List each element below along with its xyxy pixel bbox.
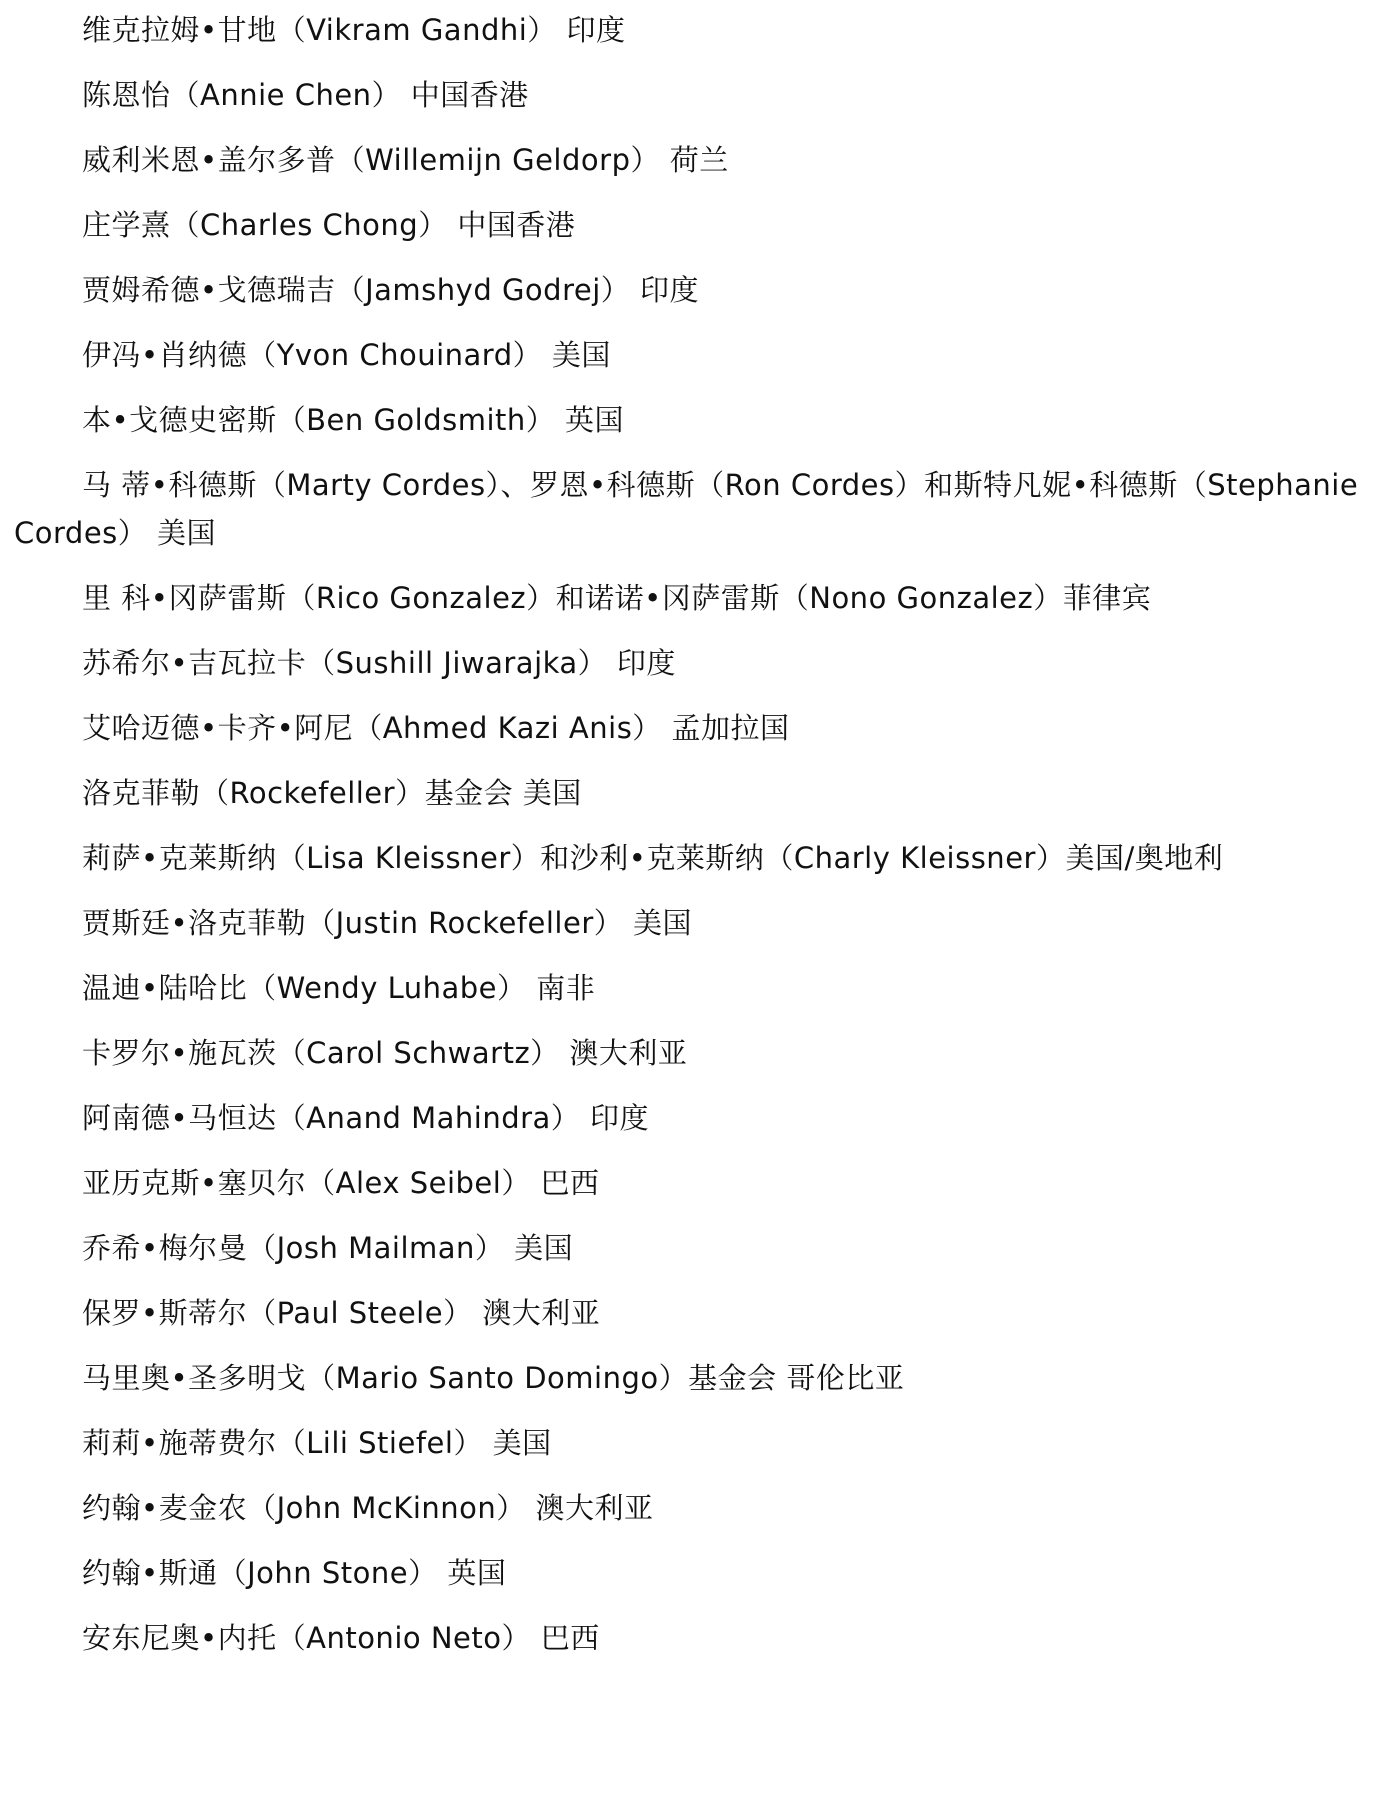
list-item: 威利米恩•盖尔多普（Willemijn Geldorp） 荷兰 bbox=[82, 143, 729, 177]
list-item: 安东尼奥•内托（Antonio Neto） 巴西 bbox=[82, 1621, 600, 1655]
list-item: 维克拉姆•甘地（Vikram Gandhi） 印度 bbox=[82, 13, 626, 47]
list-item: 艾哈迈德•卡齐•阿尼（Ahmed Kazi Anis） 孟加拉国 bbox=[82, 711, 790, 745]
list-item: 洛克菲勒（Rockefeller）基金会 美国 bbox=[82, 776, 582, 810]
list-item: 马 蒂•科德斯（Marty Cordes）、罗恩•科德斯（Ron Cordes）和斯特凡妮•科德斯（Stephanie Cordes） 美国 bbox=[14, 468, 1359, 550]
list-item: 莉萨•克莱斯纳（Lisa Kleissner）和沙利•克莱斯纳（Charly Kleissner）美国/奥地利 bbox=[82, 841, 1224, 875]
list-item: 苏希尔•吉瓦拉卡（Sushill Jiwarajka） 印度 bbox=[82, 646, 676, 680]
list-item: 保罗•斯蒂尔（Paul Steele） 澳大利亚 bbox=[82, 1296, 601, 1330]
list-item: 莉莉•施蒂费尔（Lili Stiefel） 美国 bbox=[82, 1426, 552, 1460]
list-item: 贾姆希德•戈德瑞吉（Jamshyd Godrej） 印度 bbox=[82, 273, 699, 307]
list-item: 阿南德•马恒达（Anand Mahindra） 印度 bbox=[82, 1101, 650, 1135]
list-item: 温迪•陆哈比（Wendy Luhabe） 南非 bbox=[82, 971, 596, 1005]
list-item: 本•戈德史密斯（Ben Goldsmith） 英国 bbox=[82, 403, 625, 437]
list-item: 贾斯廷•洛克菲勒（Justin Rockefeller） 美国 bbox=[82, 906, 692, 940]
list-item: 亚历克斯•塞贝尔（Alex Seibel） 巴西 bbox=[82, 1166, 600, 1200]
list-item: 马里奥•圣多明戈（Mario Santo Domingo）基金会 哥伦比亚 bbox=[82, 1361, 905, 1395]
list-item: 乔希•梅尔曼（Josh Mailman） 美国 bbox=[82, 1231, 574, 1265]
list-item: 里 科•冈萨雷斯（Rico Gonzalez）和诺诺•冈萨雷斯（Nono Gonzalez）菲律宾 bbox=[82, 581, 1152, 615]
list-item: 伊冯•肖纳德（Yvon Chouinard） 美国 bbox=[82, 338, 611, 372]
list-item: 庄学熹（Charles Chong） 中国香港 bbox=[82, 208, 576, 242]
supporter-list bbox=[14, 6, 1374, 1679]
list-item: 卡罗尔•施瓦茨（Carol Schwartz） 澳大利亚 bbox=[82, 1036, 688, 1070]
list-item: 约翰•麦金农（John McKinnon） 澳大利亚 bbox=[82, 1491, 654, 1525]
list-item: 约翰•斯通（John Stone） 英国 bbox=[82, 1556, 507, 1590]
list-item: 陈恩怡（Annie Chen） 中国香港 bbox=[82, 78, 529, 112]
